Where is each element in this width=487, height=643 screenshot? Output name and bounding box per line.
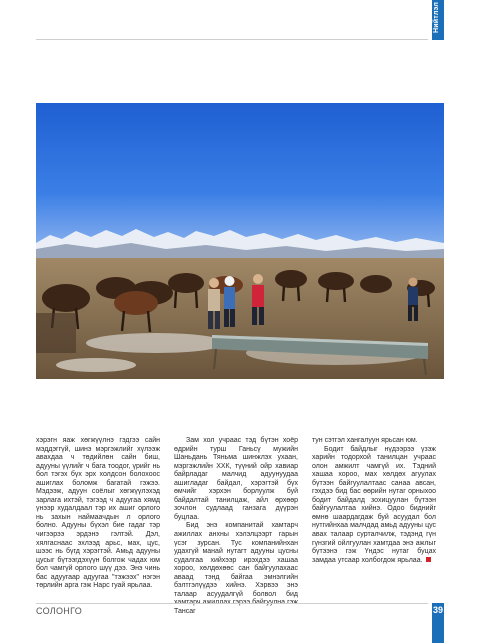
- article-column-3: [312, 437, 436, 565]
- footer-rule: [36, 603, 428, 604]
- page-number-tab: [432, 603, 444, 643]
- header-rule: [36, 39, 428, 40]
- magazine-name: СОЛОНГО: [36, 606, 83, 616]
- section-tab-label: Нийтлэл: [433, 2, 440, 33]
- article-column-2: [174, 437, 298, 616]
- paragraph-text: Бодит байдлыг нүдээрээ үзэж харийн тодорхой танилцан учраас олон амжилт чамгүй их. Тэдний хашаа хороо, мах хөлдөх агуулах бүтээн байгуулалтаас санаа авсан, гэхдээ бид бас өөрийн нутаг орныхоо бодит байдалд зохицуулан бүтээн байгуулалтаа хийнэ. Одоо биднийг өмнө шаардагдаж буй асуудал бол нутгийнхаа малчдад амьд адууны цус авах талаар сурталчилж, тэдэнд гүн гүнзгий ойлгуулан хамтдаа энэ ажлыг бүтээнэ гэж Үндэс нутаг буцах замдаа утсаар холбогдож ярьлаа.: [312, 445, 436, 564]
- section-tab: [432, 0, 444, 40]
- paragraph: Зам хол учраас тэд бүтэн хоёр өдрийн турш Ганьсү мужийн Шаньдань Тяньма шинжлэх ухаан, мэргэжлийн ХХК, түүний ойр хавиар байрладаг малчид адуунуудаа ашигладаг байдал, хэрэгтэй бүх өмчийг хэрхэн борлуулж буй байдалтай танилцаж, айл өрхөөр зочлон судлаад ганзага дүүрэн буцлаа.: [174, 437, 298, 521]
- article-photo: [36, 103, 444, 379]
- paragraph: хэрэгн яаж хөгжүүлнэ гэдгээ сайн мэддэггүй, шинэ мэргэжлийг хүлээж аваxдаа ч төдийлөн сайн биш, адууны үүлийг ч бага тоодог, үрийг нь бол тэгэх бүх эрх холдсон болохоос ашиглах боломж багатай гэжээ. Мэдээж, адуун соёлыг хөгжүүлэхэд зарлага ихтэй, тэгээд ч адуугаа хямд үнээр худалдаал тэр их ашиг орлого нь захын наймаачдын л орлого болно. Адууны бүхэл бие гадаг тэр чигээрээ эрдэнэ гэлтэй. Дэл, хялгаснаас эхлээд арьс, мах, цус, шээс нь бүгд хэрэгтэй. Амьд адууны цусыг бүтээгдэхүүн болгож чадах юм бол чамгүй орлого шүү дээ. Энэ чинь бас адуугаар адуугаа "тэжээх" нэгэн төрлийн арга гэж Нарс гуай ярьлаа.: [36, 437, 160, 590]
- paragraph: [312, 446, 436, 566]
- page-number: 39: [432, 605, 443, 615]
- paragraph: Бид энэ компанитай хамтарч ажиллах анхны хэлэлцээрт гарын үсэг зурсан. Тус компанийнхан удахгүй манай нутагт адууны цусны судалгаа хийхээр ирэхдээ хашаа хороо, хөлдөхөөс сан байгуулахаас аваад тэнд байгаа эмнэлгийн бэлтгэлүүдээ хийнэ. Хэрвээ энэ талаар асуудалгүй болвол бид Тансаг: [174, 522, 298, 615]
- article-column-1: [36, 437, 160, 591]
- end-mark-icon: [426, 557, 431, 562]
- paragraph: тун сэтгэл хангалуун ярьсан юм.: [312, 437, 418, 444]
